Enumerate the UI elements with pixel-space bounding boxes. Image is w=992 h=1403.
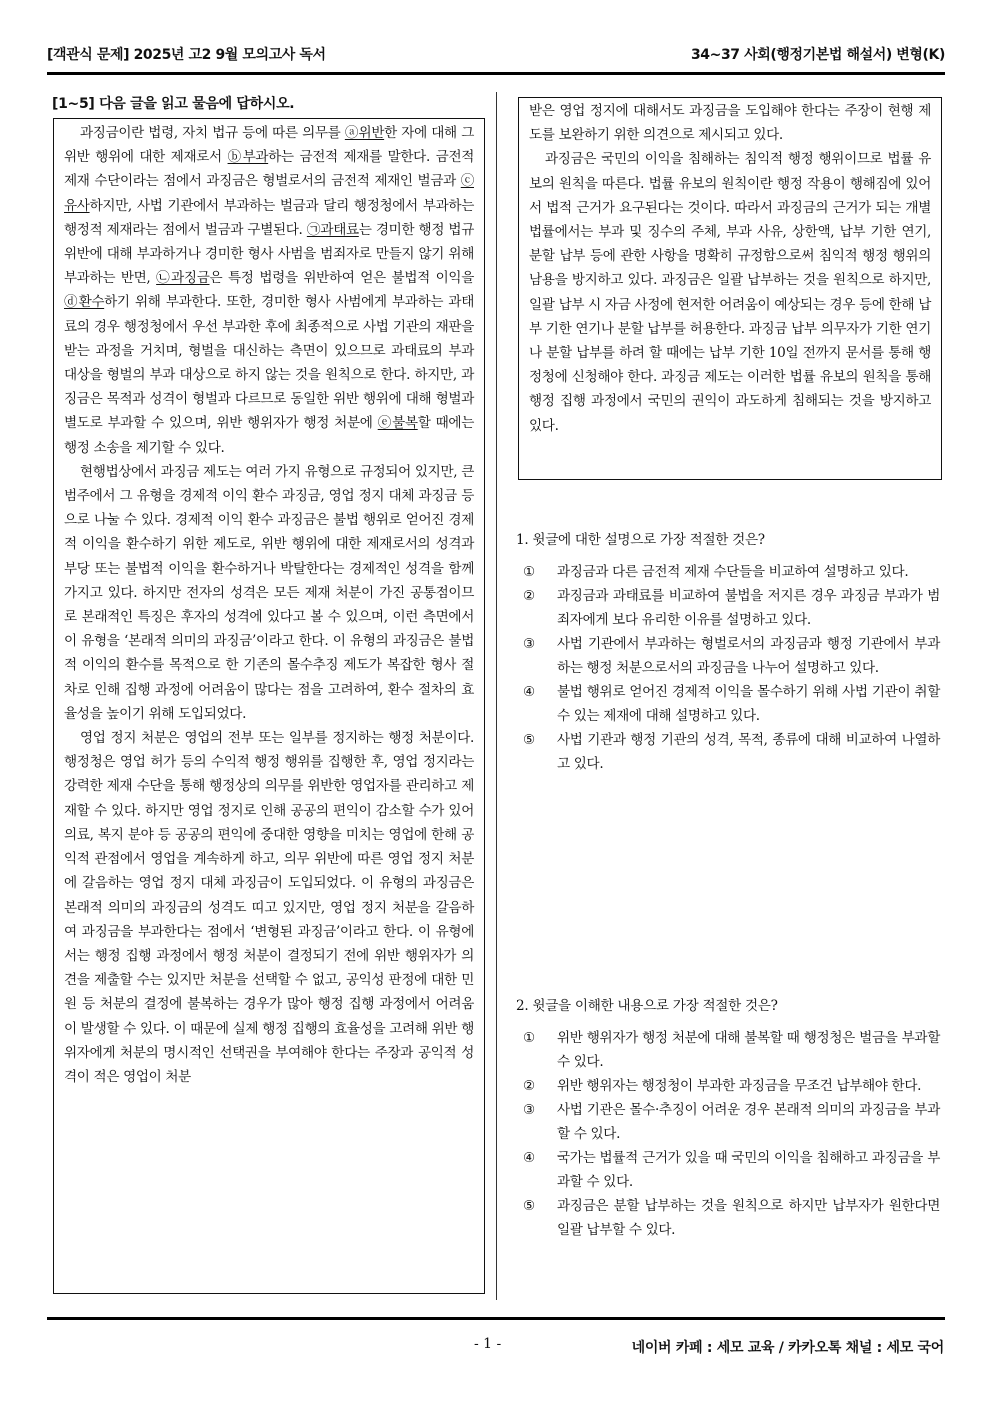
choice-text: 국가는 법률적 근거가 있을 때 국민의 이익을 침해하고 과징금을 부과할 수 있다. xyxy=(557,1150,940,1190)
underlined-term-e: ⓔ불복 xyxy=(377,415,418,432)
passage-text: 은 특정 법령을 위반하여 얻은 불법적 이익을 xyxy=(209,270,474,287)
question-1 xyxy=(514,528,940,776)
choice-number: ④ xyxy=(523,684,535,700)
footer-divider xyxy=(47,1317,945,1320)
passage-paragraph-1 xyxy=(64,121,474,460)
underlined-term-d: ⓓ환수 xyxy=(64,294,105,311)
page-header xyxy=(47,44,945,70)
underlined-term-c: ⓒ유사 xyxy=(64,173,474,214)
choice-number: ⑤ xyxy=(523,1198,535,1214)
choice-text: 사법 기관은 몰수·추징이 어려운 경우 본래적 의미의 과징금을 부과할 수 있다. xyxy=(557,1102,940,1142)
choice-text: 위반 행위자는 행정청이 부과한 과징금을 무조건 납부해야 한다. xyxy=(557,1078,922,1094)
passage-instruction: [1~5] 다음 글을 읽고 물음에 답하시오. xyxy=(52,96,295,112)
choice-4[interactable] xyxy=(514,1146,940,1194)
choice-number: ③ xyxy=(523,1102,535,1118)
choice-number: ① xyxy=(523,1030,535,1046)
choice-number: ② xyxy=(523,588,535,604)
underlined-term-a: ⓐ위반 xyxy=(344,125,385,141)
choice-number: ④ xyxy=(523,1150,535,1166)
header-subject: 34~37 사회(행정기본법 해설서) 변형(K) xyxy=(690,47,945,63)
choice-text: 과징금은 분할 납부하는 것을 원칙으로 하지만 납부자가 원한다면 일괄 납부할 수 있다. xyxy=(557,1198,940,1238)
header-divider xyxy=(47,72,945,75)
passage-text: 는 경미한 행정 법규 위반에 대해 부과하거나 경미한 형사 사범을 범죄자로 만들지 않기 위해 부과하는 반면, xyxy=(64,221,474,287)
footer-channel-info: 네이버 카페 : 세모 교육 / 카카오톡 채널 : 세모 국어 xyxy=(631,1340,944,1356)
passage-text: 한 자에 대해 그 위반 행위에 대한 제재로서 xyxy=(64,125,475,166)
passage-paragraph-4: 과징금은 국민의 이익을 침해하는 침익적 행정 행위이므로 법률 유보의 원칙을 따른다. 법률 유보의 원칙이란 행정 작용이 행해짐에 있어서 법적 근거가 요구된다는 것이다. 따라서 과징금의 근거가 되는 개별 법률에서는 부과 및 징수의 주체, 부과 사유, 상한액, 납부 기한 연기, 분할 납부 등에 관한 사항을 명확히 규정함으로써 침익적 행정 행위의 남용을 방지하고 있다. 과징금은 일괄 납부하는 것을 원칙으로 하지만, 일괄 납부 시 자금 사정에 현저한 어려움이 예상되는 경우 등에 한해 납부 기한 연기나 분할 납부를 허용한다. 과징금 납부 의무자가 기한 연기나 분할 납부를 하려 할 때에는 납부 기한 10일 전까지 문서를 통해 행정청에 신청해야 한다. 과징금 제도는 이러한 법률 유보의 원칙을 통해 행정 집행 과정에서 국민의 권익이 과도하게 침해되는 것을 방지하고 있다. xyxy=(529,151,931,434)
question-stem: 2. 윗글을 이해한 내용으로 가장 적절한 것은? xyxy=(516,998,778,1014)
choice-2[interactable] xyxy=(514,1074,940,1098)
question-2 xyxy=(514,994,940,1242)
choice-text: 과징금과 다른 금전적 제재 수단들을 비교하여 설명하고 있다. xyxy=(557,564,909,580)
choice-number: ⑤ xyxy=(523,732,535,748)
choice-text: 과징금과 과태료를 비교하여 불법을 저지른 경우 과징금 부과가 범죄자에게 보다 유리한 이유를 설명하고 있다. xyxy=(557,588,940,628)
choice-5[interactable] xyxy=(514,1194,940,1242)
page-number: - 1 - xyxy=(474,1336,502,1352)
header-title: [객관식 문제] 2025년 고2 9월 모의고사 독서 xyxy=(47,47,326,63)
underlined-term-penalty: ㉡과징금 xyxy=(156,270,210,287)
choice-text: 위반 행위자가 행정 처분에 대해 불복할 때 행정청은 벌금을 부과할 수 있다. xyxy=(557,1030,940,1070)
choice-3[interactable] xyxy=(514,632,940,680)
choice-5[interactable] xyxy=(514,728,940,776)
passage-box-right xyxy=(518,97,942,480)
choice-text: 사법 기관에서 부과하는 형벌로서의 과징금과 행정 기관에서 부과하는 행정 처분으로서의 과징금을 나누어 설명하고 있다. xyxy=(557,636,940,676)
choice-1[interactable] xyxy=(514,1026,940,1074)
passage-text: 과징금이란 법령, 자치 법규 등에 따른 의무를 xyxy=(80,125,345,141)
underlined-term-fine: ㉠과태료 xyxy=(306,221,359,238)
passage-paragraph-2: 현행법상에서 과징금 제도는 여러 가지 유형으로 규정되어 있지만, 큰 범주에서 그 유형을 경제적 이익 환수 과징금, 영업 정지 대체 과징금 등으로 나눌 수 있다. 경제적 이익 환수 과징금은 불법 행위로 얻어진 경제적 이익을 환수하기 위한 제도로, 위반 행위에 대한 제재로서의 성격과 부당 또는 불법적 이익을 환수하거나 박탈한다는 경제적인 성격을 함께 가지고 있다. 하지만 전자의 성격은 모든 제재 처분이 가진 공통점이므로 본래적인 특징은 후자의 성격에 있다고 볼 수 있으며, 이런 측면에서 이 유형을 ‘본래적 의미의 과징금’이라고 한다. 이 유형의 과징금은 불법적 이익의 환수를 목적으로 한 기존의 몰수추징 제도가 복잡한 형사 절차로 인해 집행 과정에 어려움이 많다는 점을 고려하여, 환수 절차의 효율성을 높이기 위해 도입되었다. xyxy=(64,463,474,722)
choice-2[interactable] xyxy=(514,584,940,632)
passage-text: 할 때에는 행정 소송을 제기할 수 있다. xyxy=(64,415,474,456)
choice-text: 불법 행위로 얻어진 경제적 이익을 몰수하기 위해 사법 기관이 취할 수 있는 제재에 대해 설명하고 있다. xyxy=(557,684,940,724)
choice-1[interactable] xyxy=(514,560,940,584)
choice-number: ③ xyxy=(523,636,535,652)
column-divider xyxy=(496,92,497,1300)
passage-text: 하지만, 사법 기관에서 부과하는 벌금과 달리 행정청에서 부과하는 행정적 제재라는 점에서 벌금과 구별된다. xyxy=(64,197,474,238)
choice-4[interactable] xyxy=(514,680,940,728)
passage-paragraph-3-continued: 받은 영업 정지에 대해서도 과징금을 도입해야 한다는 주장이 현행 제도를 보완하기 위한 의견으로 제시되고 있다. xyxy=(529,103,931,144)
passage-text: 하는 금전적 제재를 말한다. 금전적 제재 수단이라는 점에서 과징금은 형벌로서의 금전적 제재인 벌금과 xyxy=(64,149,475,190)
question-stem: 1. 윗글에 대한 설명으로 가장 적절한 것은? xyxy=(516,532,765,548)
choice-text: 사법 기관과 행정 기관의 성격, 목적, 종류에 대해 비교하여 나열하고 있다. xyxy=(557,732,940,772)
passage-text: 하기 위해 부과한다. 또한, 경미한 형사 사범에게 부과하는 과태료의 경우 행정청에서 우선 부과한 후에 최종적으로 사법 기관의 재판을 받는 과정을 거치며, 형벌을 대신하는 측면이 있으므로 과태료의 부과 대상을 형벌의 부과 대상으로 하지 않는 것을 원칙으로 한다. 하지만, 과징금은 목적과 성격이 형벌과 다르므로 동일한 위반 행위에 대해 형벌과 별도로 부과할 수 있으며, 위반 행위자가 행정 처분에 xyxy=(64,294,474,432)
choice-number: ① xyxy=(523,564,535,580)
underlined-term-b: ⓑ부과 xyxy=(227,149,269,166)
passage-box-left xyxy=(53,118,485,1294)
choice-number: ② xyxy=(523,1078,535,1094)
choice-3[interactable] xyxy=(514,1098,940,1146)
passage-paragraph-3: 영업 정지 처분은 영업의 전부 또는 일부를 정지하는 행정 처분이다. 행정청은 영업 허가 등의 수익적 행정 행위를 집행한 후, 영업 정지라는 강력한 제재 수단을 통해 행정상의 의무를 위반한 영업자를 관리하고 제재할 수 있다. 하지만 영업 정지로 인해 공공의 편익이 감소할 수가 있어 의료, 복지 분야 등 공공의 편익에 중대한 영향을 미치는 영업에 한해 공익적 관점에서 영업을 계속하게 하고, 의무 위반에 따른 영업 정지 처분에 갈음하는 영업 정지 대체 과징금이 도입되었다. 이 유형의 과징금은 본래적 의미의 과징금의 성격도 띠고 있지만, 영업 정지 처분을 갈음하여 과징금을 부과한다는 점에서 ‘변형된 과징금’이라고 한다. 이 유형에서는 행정 집행 과정에서 행정 처분이 결정되기 전에 위반 행위자가 의견을 제출할 수는 있지만 처분을 선택할 수 없고, 공익성 판정에 대한 민원 등 처분의 결정에 불복하는 경우가 많아 행정 집행 과정에서 어려움이 발생할 수 있다. 이 때문에 실제 행정 집행의 효율성을 고려해 위반 행위자에게 처분의 명시적인 선택권을 부여해야 한다는 주장과 공익적 성격이 적은 영업이 처분 xyxy=(64,730,474,1085)
